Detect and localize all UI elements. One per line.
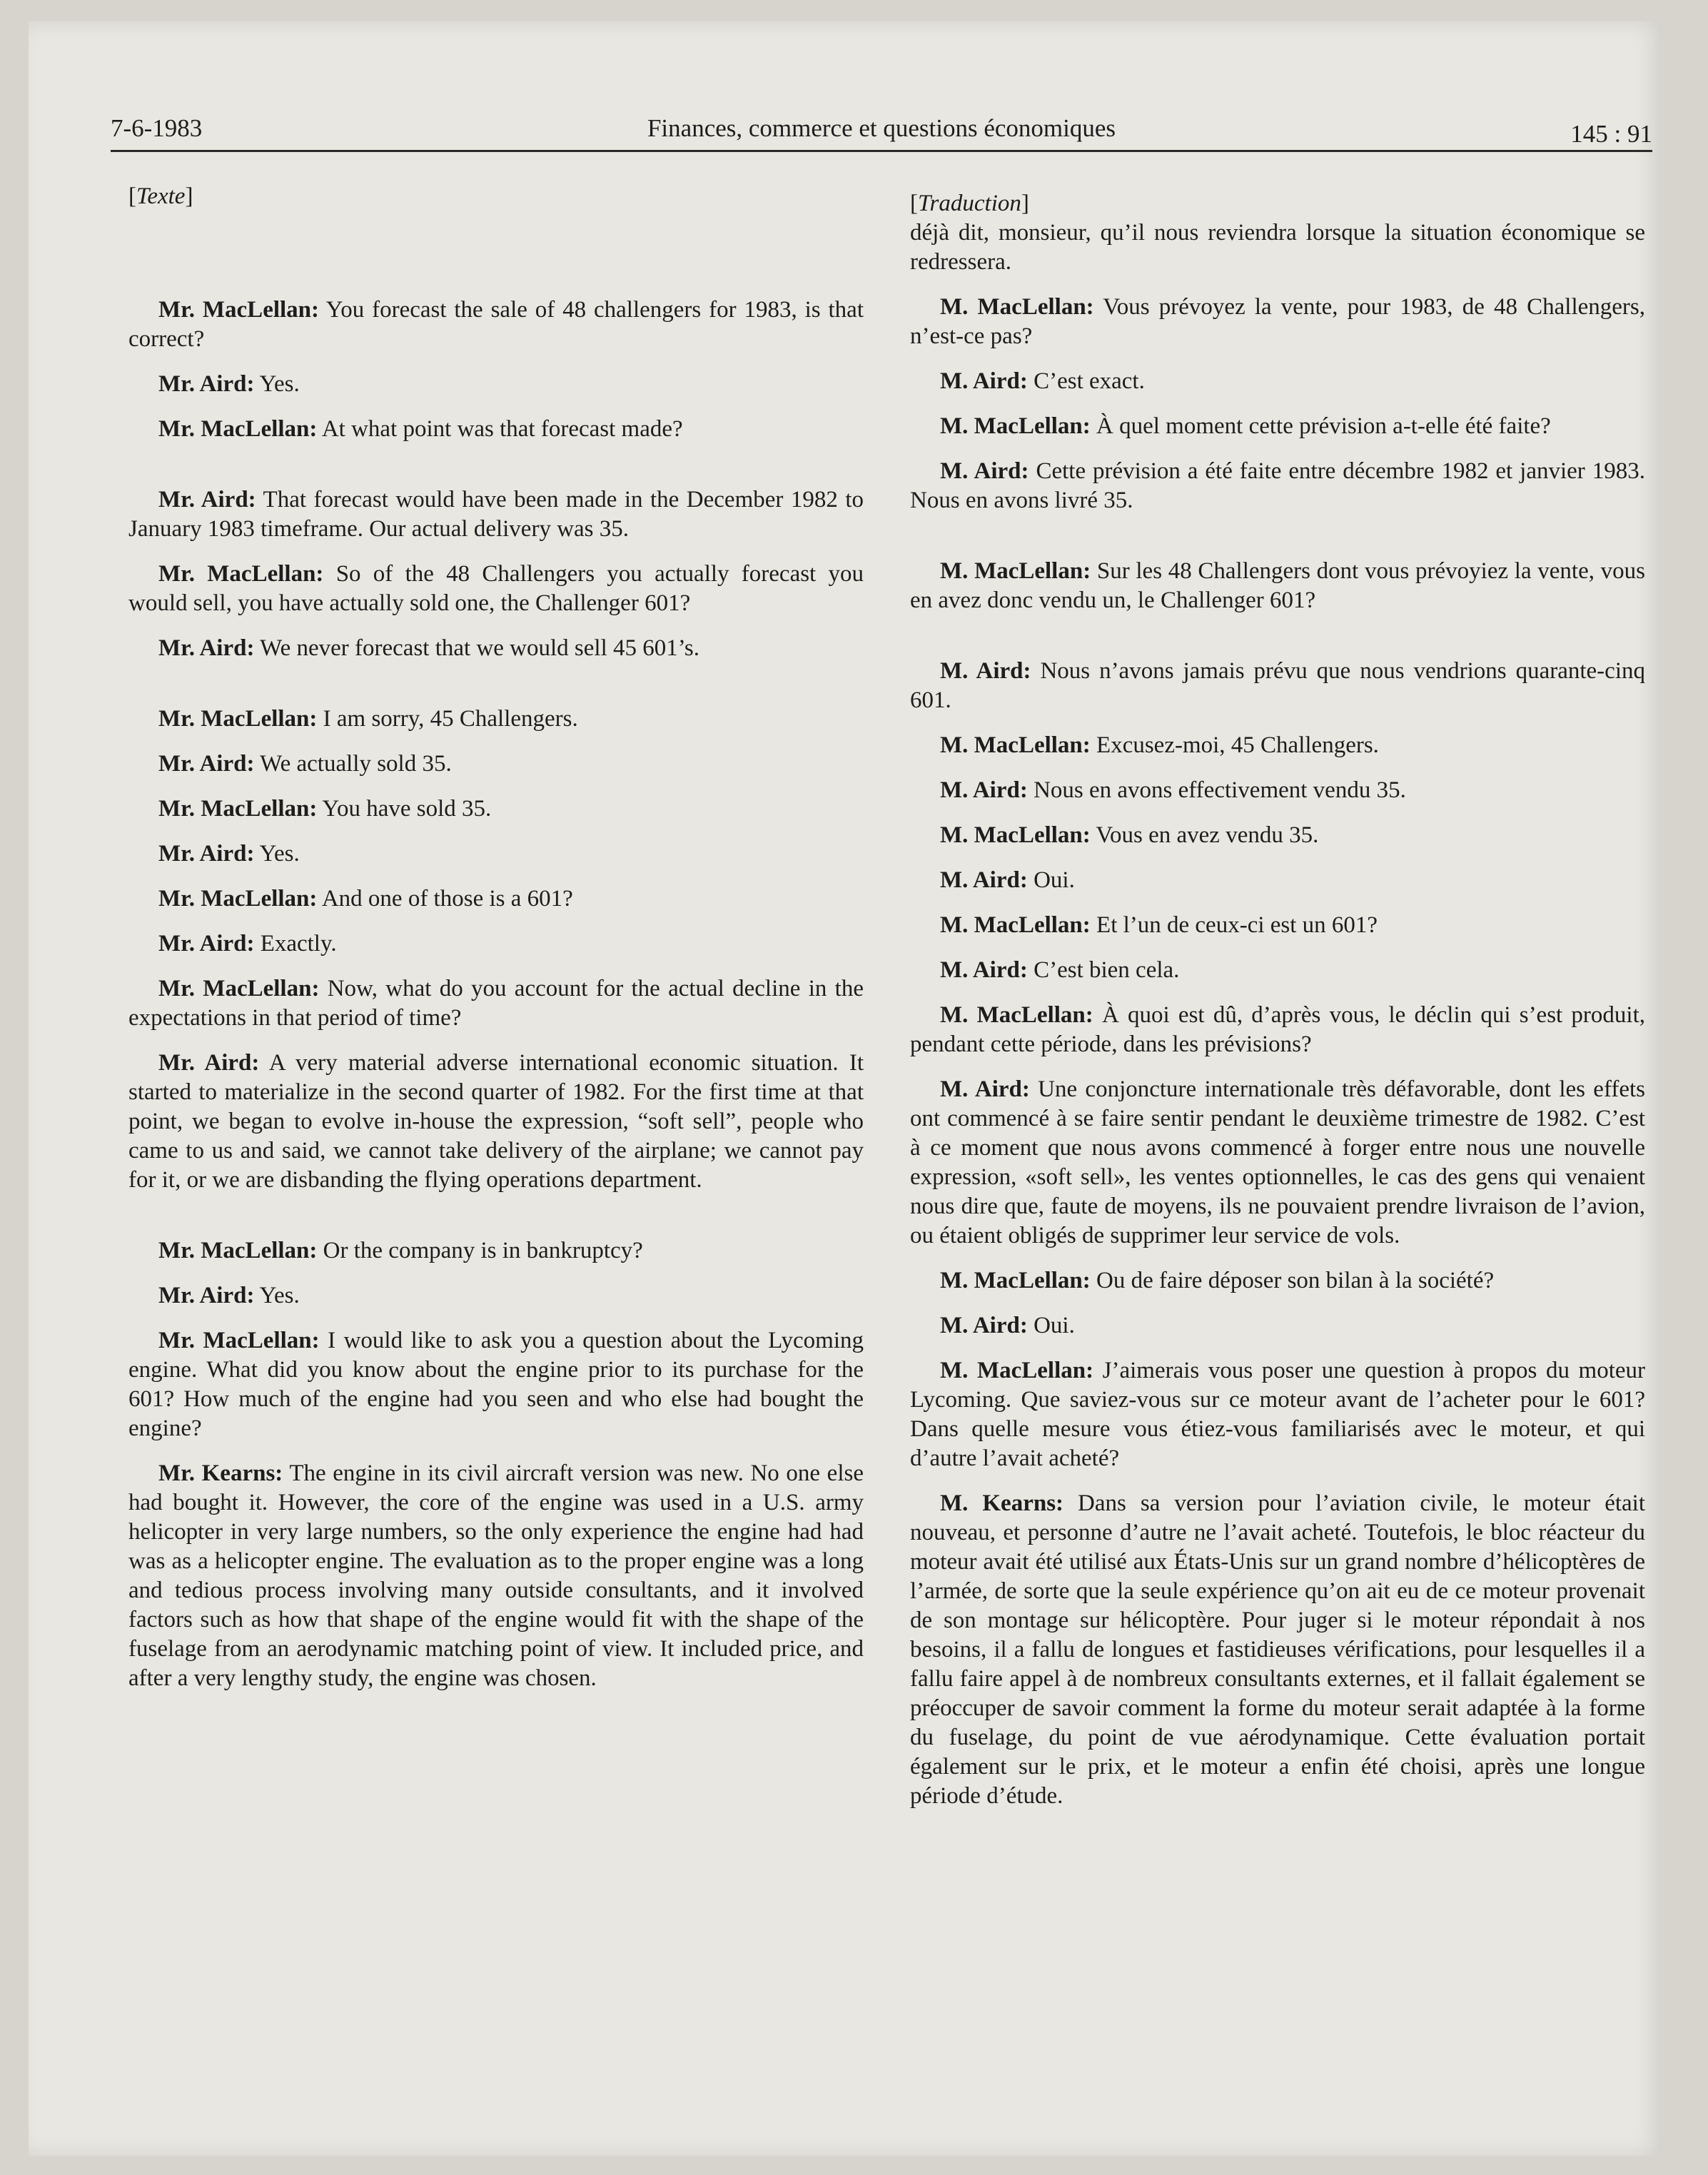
- speech-text: Sur les 48 Challengers dont vous prévoyiez la vente, vous en avez donc vendu un, le Challenger 601?: [910, 558, 1645, 613]
- transcript-paragraph: [910, 731, 1645, 760]
- speaker-name: Mr. MacLellan:: [158, 561, 324, 587]
- speaker-name: M. Aird:: [940, 368, 1028, 394]
- transcript-paragraph: [910, 1001, 1645, 1059]
- speech-text: Yes.: [254, 371, 300, 397]
- transcript-paragraph: [910, 457, 1645, 515]
- speech-text: Ou de faire déposer son bilan à la société?: [1090, 1268, 1495, 1293]
- speaker-name: Mr. Aird:: [158, 931, 255, 957]
- speaker-name: Mr. MacLellan:: [158, 976, 320, 1001]
- header-page-number: 145 : 91: [1570, 120, 1652, 148]
- speech-text: That forecast would have been made in the December 1982 to January 1983 timeframe. Our actual delivery was 35.: [128, 487, 864, 542]
- speech-text: Cette prévision a été faite entre décembre 1982 et janvier 1983. Nous en avons livré 35.: [910, 458, 1645, 513]
- speech-text: Yes.: [254, 841, 300, 867]
- speaker-name: Mr. MacLellan:: [158, 796, 318, 822]
- transcript-paragraph: [128, 884, 864, 914]
- document-page: [29, 21, 1663, 2156]
- speaker-name: Mr. Aird:: [158, 1050, 260, 1076]
- speech-text: Vous prévoyez la vente, pour 1983, de 48 Challengers, n’est-ce pas?: [910, 294, 1645, 349]
- speaker-name: M. MacLellan:: [940, 732, 1091, 758]
- speaker-name: Mr. MacLellan:: [158, 297, 320, 323]
- speaker-name: Mr. Aird:: [158, 635, 255, 661]
- transcript-paragraph: [910, 293, 1645, 351]
- speech-text: Yes.: [254, 1283, 300, 1308]
- transcript-paragraph: [910, 1266, 1645, 1296]
- transcript-paragraph: [910, 657, 1645, 715]
- transcript-paragraph: [128, 1049, 864, 1195]
- speech-text: Et l’un de ceux-ci est un 601?: [1090, 912, 1378, 938]
- transcript-paragraph: [910, 367, 1645, 396]
- transcript-paragraph: [128, 560, 864, 618]
- transcript-paragraph: [910, 911, 1645, 940]
- speaker-name: M. MacLellan:: [940, 1358, 1094, 1383]
- transcript-paragraph: [128, 296, 864, 354]
- header-date: 7-6-1983: [111, 114, 203, 142]
- speech-text: You have sold 35.: [317, 796, 492, 822]
- transcript-paragraph: [910, 557, 1645, 615]
- header-title: Finances, commerce et questions économiques: [647, 114, 1116, 142]
- speech-text: J’aimerais vous poser une question à propos du moteur Lycoming. Que saviez-vous sur ce moteur avant de l’acheter pour le 601? Dans quelle mesure vous étiez-vous familiarisés avec le moteur, et qui d’autre l’avait acheté?: [910, 1358, 1645, 1471]
- transcript-paragraph: [128, 794, 864, 824]
- speaker-name: M. MacLellan:: [940, 413, 1091, 439]
- speaker-name: Mr. MacLellan:: [158, 416, 318, 442]
- transcript-paragraph: [910, 412, 1645, 441]
- left-column: [128, 182, 864, 1709]
- speech-text: Nous n’avons jamais prévu que nous vendrions quarante-cinq 601.: [910, 658, 1645, 713]
- transcript-paragraph: [128, 705, 864, 734]
- speech-text: Vous en avez vendu 35.: [1090, 822, 1319, 848]
- left-column-tag: [Texte]: [128, 183, 193, 209]
- speaker-name: M. MacLellan:: [940, 822, 1091, 848]
- speech-text: À quel moment cette prévision a-t-elle été faite?: [1090, 413, 1551, 439]
- transcript-paragraph: [910, 956, 1645, 985]
- transcript-paragraph: [910, 1489, 1645, 1811]
- transcript-paragraph: [128, 370, 864, 399]
- speaker-name: Mr. Kearns:: [158, 1460, 283, 1486]
- speaker-name: M. Aird:: [940, 1076, 1030, 1102]
- speaker-name: Mr. MacLellan:: [158, 706, 318, 732]
- speaker-name: Mr. Aird:: [158, 371, 255, 397]
- speaker-name: M. MacLellan:: [940, 1002, 1093, 1028]
- speech-text: C’est exact.: [1027, 368, 1145, 394]
- transcript-paragraph: [128, 1326, 864, 1443]
- speech-text: Oui.: [1027, 1313, 1075, 1338]
- speaker-name: M. Aird:: [940, 658, 1031, 684]
- transcript-paragraph: [128, 415, 864, 444]
- speech-text: And one of those is a 601?: [317, 886, 573, 912]
- speech-text: Oui.: [1027, 867, 1075, 893]
- speech-text: Dans sa version pour l’aviation civile, le moteur était nouveau, et personne d’autre ne l’avait acheté. Toutefois, le bloc réacteur du moteur avait été utilisé aux États-Unis sur un grand nombre d’hélicoptères de l’armée, de sorte que la seule expérience qu’on ait eu de ce moteur provenait de son montage sur hélicoptère. Pour juger si le moteur répondait à nos besoins, il a fallu de longues et fastidieuses vérifications, pour lesquelles il a fallu faire appel à de nombreux consultants externes, et il fallait également se préoccuper de savoir comment la forme du moteur serait adaptée à la forme du fuselage, du point de vue aérodynamique. Cette évaluation portait également sur le prix, et le moteur a enfin été choisi, après une longue période d’étude.: [910, 1490, 1646, 1809]
- speaker-name: Mr. Aird:: [158, 1283, 255, 1308]
- speaker-name: M. MacLellan:: [940, 558, 1091, 584]
- speech-text: Exactly.: [254, 931, 337, 957]
- transcript-paragraph: [128, 750, 864, 779]
- transcript-paragraph: [910, 1075, 1645, 1251]
- transcript-paragraph: [128, 1281, 864, 1311]
- speaker-name: M. Aird:: [940, 867, 1028, 893]
- speech-text: C’est bien cela.: [1027, 957, 1180, 983]
- transcript-paragraph: [910, 866, 1645, 895]
- speaker-name: Mr. Aird:: [158, 487, 256, 513]
- transcript-paragraph: [910, 776, 1645, 805]
- speech-text: À quoi est dû, d’après vous, le déclin qui s’est produit, pendant cette période, dans les prévisions?: [910, 1002, 1646, 1057]
- speaker-name: M. MacLellan:: [940, 294, 1094, 320]
- transcript-paragraph: [128, 929, 864, 959]
- speech-text: Nous en avons effectivement vendu 35.: [1027, 777, 1406, 803]
- transcript-paragraph: [128, 1236, 864, 1266]
- speech-text: Excusez-moi, 45 Challengers.: [1090, 732, 1379, 758]
- speech-text: Une conjoncture internationale très défavorable, dont les effets ont commencé à se faire sentir pendant le deuxième trimestre de 1982. C’est à ce moment que nous avons commencé à forger entre nous une nouvelle expression, «soft sell», les ventes optionnelles, le cas des gens qui venaient nous dire que, faute de moyens, ils ne pouvaient prendre livraison de l’avion, ou étaient obligés de supprimer leur service de vols.: [910, 1076, 1645, 1248]
- transcript-paragraph: [128, 839, 864, 869]
- speaker-name: M. Aird:: [940, 957, 1028, 983]
- speech-text: You forecast the sale of 48 challengers for 1983, is that correct?: [128, 297, 864, 352]
- continuation-text: déjà dit, monsieur, qu’il nous reviendra lorsque la situation économique se redressera.: [910, 220, 1645, 275]
- transcript-paragraph: [128, 974, 864, 1033]
- speech-text: We never forecast that we would sell 45 601’s.: [254, 635, 700, 661]
- speech-text: I am sorry, 45 Challengers.: [317, 706, 578, 732]
- transcript-paragraph: [910, 821, 1645, 850]
- speaker-name: M. Aird:: [940, 1313, 1028, 1338]
- transcript-paragraph: [910, 1356, 1645, 1473]
- speech-text: I would like to ask you a question about the Lycoming engine. What did you know about the engine prior to its purchase for the 601? How much of the engine had you seen and who else had bought the engine?: [128, 1328, 864, 1441]
- speech-text: A very material adverse international economic situation. It started to materialize in the second quarter of 1982. For the first time at that point, we began to evolve in-house the expression, “soft sell”, people who came to us and said, we cannot take delivery of the airplane; we cannot pay for it, or we are disbanding the flying operations department.: [128, 1050, 864, 1193]
- speech-text: Now, what do you account for the actual decline in the expectations in that period of time?: [128, 976, 864, 1031]
- speech-text: The engine in its civil aircraft version was new. No one else had bought it. However, the core of the engine was used in a U.S. army helicopter in very large numbers, so the only experience the engine had had was as a helicopter engine. The evaluation as to the proper engine was a long and tedious process involving many outside consultants, and it involved factors such as how that shape of the engine would fit with the shape of the fuselage from an aerodynamic matching point of view. It included price, and after a very lengthy study, the engine was chosen.: [128, 1460, 864, 1691]
- speaker-name: Mr. MacLellan:: [158, 886, 318, 912]
- speaker-name: Mr. MacLellan:: [158, 1328, 320, 1353]
- transcript-paragraph: [910, 1311, 1645, 1341]
- speaker-name: Mr. Aird:: [158, 841, 255, 867]
- speaker-name: M. Kearns:: [940, 1490, 1064, 1516]
- speech-text: Or the company is in bankruptcy?: [317, 1238, 643, 1263]
- speaker-name: M. MacLellan:: [940, 912, 1091, 938]
- speaker-name: Mr. Aird:: [158, 751, 255, 777]
- speech-text: At what point was that forecast made?: [317, 416, 683, 442]
- speaker-name: M. MacLellan:: [940, 1268, 1091, 1293]
- right-column: [910, 182, 1645, 1827]
- page-header: [111, 106, 1652, 152]
- right-column-tag: [Traduction]: [910, 191, 1029, 216]
- transcript-paragraph: [128, 485, 864, 544]
- transcript-paragraph: [128, 634, 864, 663]
- transcript-paragraph: [128, 1459, 864, 1693]
- speech-text: So of the 48 Challengers you actually forecast you would sell, you have actually sold one, the Challenger 601?: [128, 561, 864, 616]
- speaker-name: Mr. MacLellan:: [158, 1238, 318, 1263]
- speech-text: We actually sold 35.: [254, 751, 452, 777]
- speaker-name: M. Aird:: [940, 777, 1028, 803]
- speaker-name: M. Aird:: [940, 458, 1029, 484]
